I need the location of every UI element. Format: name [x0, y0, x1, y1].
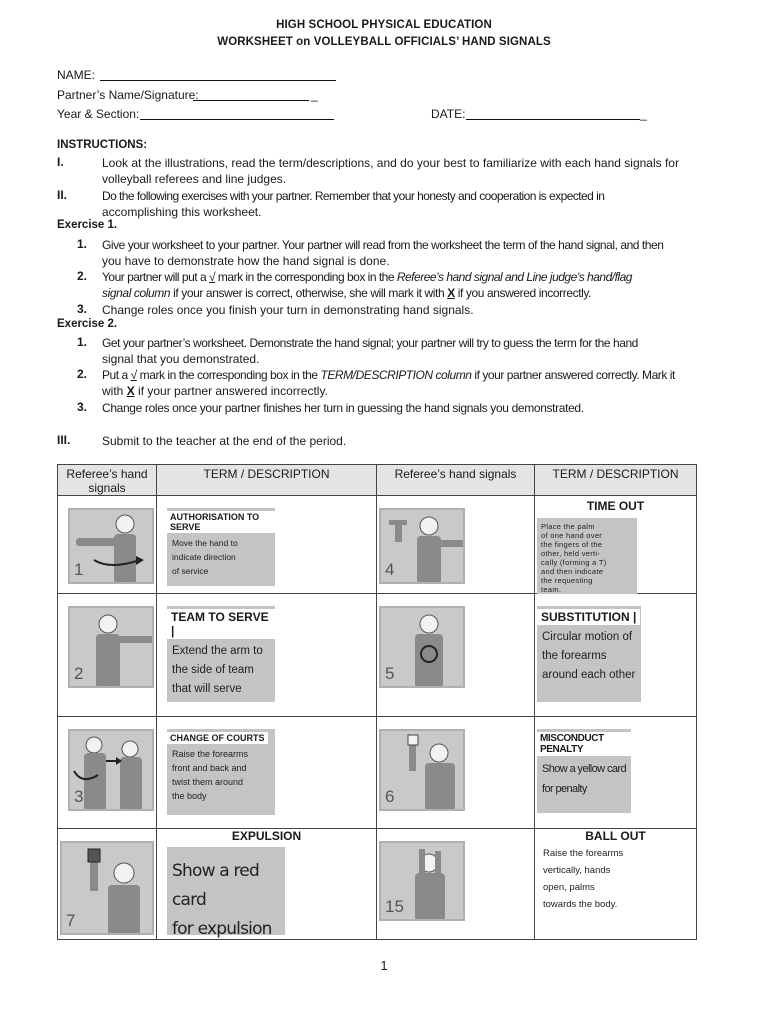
year-section-label: Year & Section: [57, 107, 140, 121]
referee-photo-change-of-courts: 3 [68, 729, 154, 811]
ex2-step1-number: 1. [76, 335, 87, 349]
ex1-step1-line2: you have to demonstrate how the hand signal is done. [102, 254, 390, 268]
term-cell [157, 717, 377, 829]
partner-label: Partner’s Name/Signature: [57, 88, 199, 102]
ex1-step1-number: 1. [76, 237, 87, 251]
term-cell [535, 496, 697, 594]
ex1-step2-line1: Your partner will put a √ mark in the corresponding box in the Referee’s hand signal and Line judge’s hand/flag [102, 270, 632, 284]
referee-photo-substitution: 5 [379, 606, 465, 688]
referee-figure-icon [62, 843, 154, 935]
term-cell [157, 594, 377, 717]
instruction-iii-line: Submit to the teacher at the end of the period. [102, 434, 347, 448]
ex2-step2-line1: Put a √ mark in the corresponding box in the TERM/DESCRIPTION column if your partner answered correctly. Mark it [102, 368, 675, 382]
ex2-step3-number: 3. [76, 400, 87, 414]
signal-photo-cell [58, 829, 157, 940]
name-label: NAME: [57, 68, 96, 82]
signal-photo-cell [377, 594, 535, 717]
signal-photo-cell [58, 496, 157, 594]
instruction-iii-number: III. [57, 433, 71, 447]
term-title-timeout: TIME OUT [586, 499, 645, 513]
ex1-step3-line: Change roles once you finish your turn in demonstrating hand signals. [102, 303, 474, 317]
ex2-step2-line2: with X if your partner answered incorrectly. [102, 384, 328, 398]
ex2-step1-line1: Get your partner’s worksheet. Demonstrate the hand signal; your partner will try to guess the term for the hand [102, 336, 638, 350]
name-input-line[interactable] [100, 69, 336, 81]
referee-photo-team-to-serve: 2 [68, 606, 154, 688]
instruction-ii-line1: Do the following exercises with your partner. Remember that your honesty and cooperation is expected in [102, 189, 605, 203]
referee-photo-misconduct: 6 [379, 729, 465, 811]
referee-photo-ball-out: 15 [379, 841, 465, 921]
term-card-authorisation: AUTHORISATION TO SERVE Move the hand to indicate direction of service [167, 508, 275, 586]
signal-photo-cell [58, 594, 157, 717]
table-row [58, 496, 697, 594]
page-number: 1 [380, 958, 388, 973]
header-term-description-1: TERM / DESCRIPTION [157, 465, 377, 496]
instructions-heading: INSTRUCTIONS: [57, 139, 148, 151]
term-card-substitution: SUBSTITUTION | Circular motion of the forearms around each other [537, 606, 641, 702]
ex1-step2-line2: signal column if your answer is correct, otherwise, she will mark it with X if you answered incorrectly. [102, 286, 592, 300]
term-cell [535, 717, 697, 829]
ex1-step2-number: 2. [76, 269, 87, 283]
term-card-change-of-courts: CHANGE OF COURTS Raise the forearms front and back and twist them around the body [167, 729, 275, 815]
ex2-step3-line: Change roles once your partner finishes her turn in guessing the hand signals you demonstrated. [102, 401, 584, 415]
instruction-i-line1: Look at the illustrations, read the term/descriptions, and do your best to familiarize with each hand signals for [102, 156, 679, 170]
referee-photo-timeout: 4 [379, 508, 465, 584]
header-referee-signals-1: Referee’s hand signals [58, 465, 157, 496]
partner-tail: _ [311, 88, 318, 102]
exercise-1-heading: Exercise 1. [57, 219, 118, 231]
term-card-expulsion: Show a red card for expulsion [167, 847, 285, 935]
term-title-expulsion: EXPULSION [231, 829, 302, 843]
term-cell [535, 829, 697, 940]
date-label: DATE: [431, 107, 466, 121]
worksheet-title-line2: WORKSHEET on VOLLEYBALL OFFICIALS’ HAND SIGNALS [217, 36, 551, 48]
term-cell [535, 594, 697, 717]
term-title-ball-out: BALL OUT [585, 829, 646, 843]
referee-photo-authorisation: 1 [68, 508, 154, 584]
term-text-ball-out: Raise the forearms vertically, hands open, palms towards the body. [543, 848, 624, 910]
table-header-row [58, 465, 697, 496]
term-card-misconduct: MISCONDUCT PENALTY Show a yellow card for penalty [537, 729, 631, 813]
ex2-step1-line2: signal that you demonstrated. [102, 352, 260, 366]
term-card-team-to-serve: TEAM TO SERVE | Extend the arm to the side of team that will serve [167, 606, 275, 702]
instruction-ii-line2: accomplishing this worksheet. [102, 205, 262, 219]
term-cell [157, 496, 377, 594]
table-row [58, 829, 697, 940]
worksheet-title-line1: HIGH SCHOOL PHYSICAL EDUCATION [276, 19, 492, 31]
signal-photo-cell [58, 717, 157, 829]
ex1-step1-line1: Give your worksheet to your partner. Your partner will read from the worksheet the term of the hand signal, and then [102, 238, 664, 252]
table-row [58, 717, 697, 829]
signal-photo-cell [377, 717, 535, 829]
date-tail: _ [640, 107, 647, 121]
term-card-timeout: Place the palm of one hand over the fingers of the other, held verti- cally (forming a T) and then indicate the requesting team. [537, 518, 637, 594]
instruction-i-number: I. [57, 155, 64, 169]
referee-photo-expulsion: 7 [60, 841, 154, 935]
hand-signals-table [57, 464, 697, 940]
signal-photo-cell [377, 829, 535, 940]
instruction-i-line2: volleyball referees and line judges. [102, 172, 287, 186]
term-cell [157, 829, 377, 940]
ex1-step3-number: 3. [76, 302, 87, 316]
year-section-input-line[interactable] [140, 108, 334, 120]
header-referee-signals-2: Referee’s hand signals [377, 465, 535, 496]
instruction-ii-number: II. [57, 188, 68, 202]
partner-input-line[interactable] [193, 89, 309, 101]
date-input-line[interactable] [466, 108, 640, 120]
signal-photo-cell [377, 496, 535, 594]
exercise-2-heading: Exercise 2. [57, 318, 118, 330]
ex2-step2-number: 2. [76, 367, 87, 381]
table-row [58, 594, 697, 717]
header-term-description-2: TERM / DESCRIPTION [535, 465, 697, 496]
